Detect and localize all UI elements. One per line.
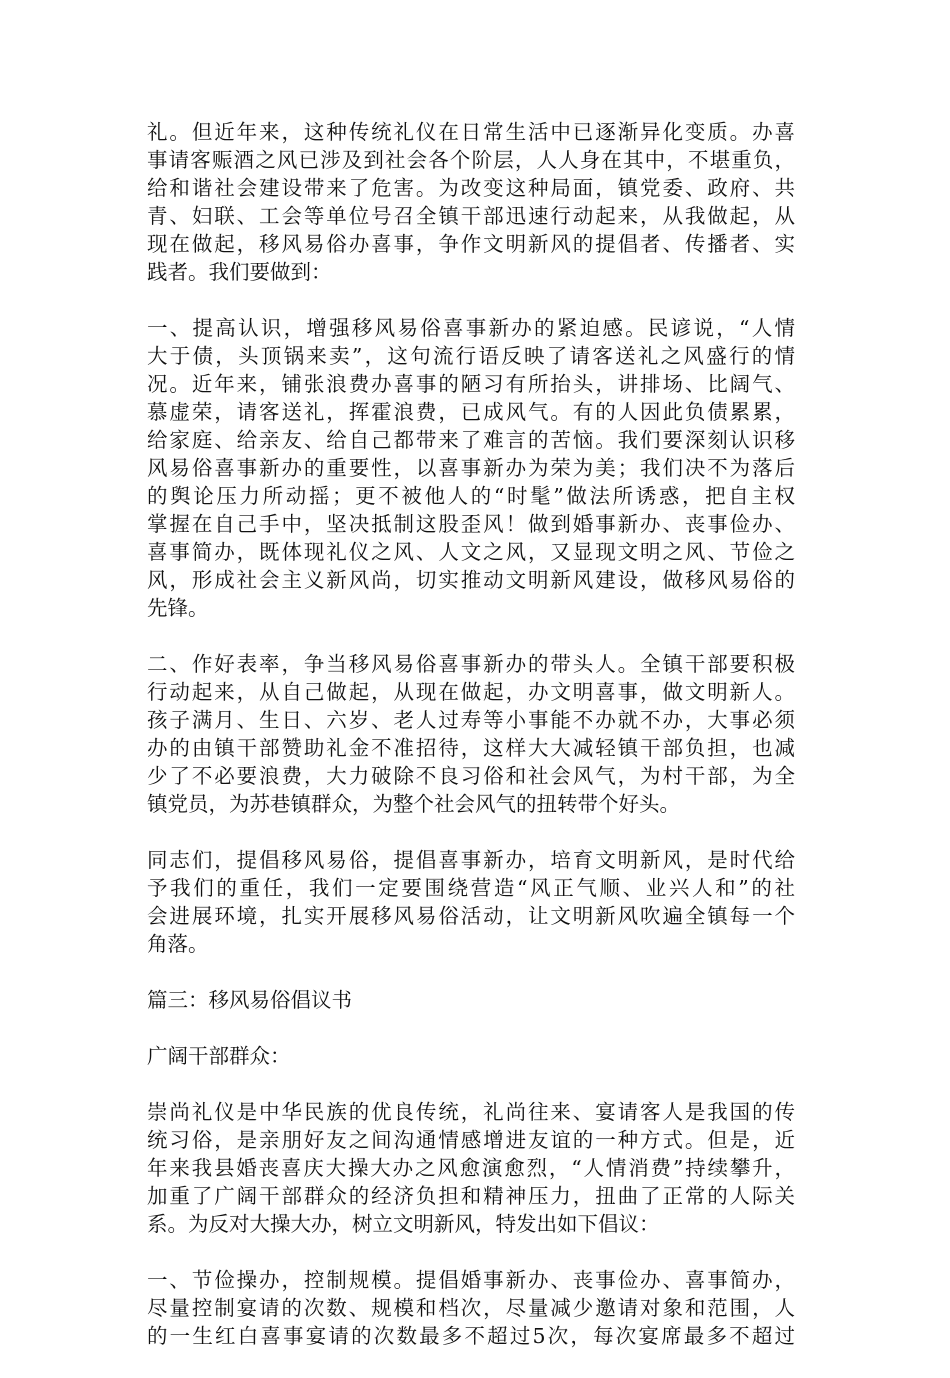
text-line: 会进展环境，扎实开展移风易俗活动，让文明新风吹遍全镇每一个 [147,904,795,928]
text-line: 统习俗，是亲朋好友之间沟通情感增进友谊的一种方式。但是，近 [147,1128,795,1152]
text-line: 篇三：移风易俗倡议书 [147,988,352,1012]
text-line: 一、节俭操办，控制规模。提倡婚事新办、丧事俭办、喜事简办， [147,1268,795,1292]
text-line: 况。近年来，铺张浪费办喜事的陋习有所抬头，讲排场、比阔气、 [147,372,795,396]
text-line: 行动起来，从自己做起，从现在做起，办文明喜事，做文明新人。 [147,680,795,704]
paragraph [147,650,795,818]
paragraph [147,846,795,958]
text-line: 的一生红白喜事宴请的次数最多不超过5次，每次宴席最多不超过 [147,1324,795,1348]
text-line: 予我们的重任，我们一定要围绕营造“风正气顺、业兴人和”的社 [147,876,795,900]
text-line: 角落。 [147,932,209,956]
paragraph [147,314,795,622]
text-line: 孩子满月、生日、六岁、老人过寿等小事能不办就不办，大事必须 [147,708,795,732]
paragraph [147,1098,795,1238]
text-line: 掌握在自己手中，坚决抵制这股歪风！做到婚事新办、丧事俭办、 [147,512,795,536]
text-line: 青、妇联、工会等单位号召全镇干部迅速行动起来，从我做起，从 [147,204,795,228]
text-line: 一、提高认识，增强移风易俗喜事新办的紧迫感。民谚说，“人情 [147,316,795,340]
text-line: 风，形成社会主义新风尚，切实推动文明新风建设，做移风易俗的 [147,568,795,592]
text-line: 喜事简办，既体现礼仪之风、人文之风，又显现文明之风、节俭之 [147,540,795,564]
text-line: 广阔干部群众： [147,1044,291,1068]
paragraph [147,1266,795,1350]
text-line: 给和谐社会建设带来了危害。为改变这种局面，镇党委、政府、共 [147,176,795,200]
text-line: 二、作好表率，争当移风易俗喜事新办的带头人。全镇干部要积极 [147,652,795,676]
text-line: 尽量控制宴请的次数、规模和档次，尽量减少邀请对象和范围，人 [147,1296,795,1320]
paragraph [147,986,795,1014]
text-line: 系。为反对大操大办，树立文明新风，特发出如下倡议： [147,1212,660,1236]
text-line: 给家庭、给亲友、给自己都带来了难言的苦恼。我们要深刻认识移 [147,428,795,452]
text-line: 大于债，头顶锅来卖”，这句流行语反映了请客送礼之风盛行的情 [147,344,795,368]
text-line: 风易俗喜事新办的重要性，以喜事新办为荣为美；我们决不为落后 [147,456,795,480]
text-line: 少了不必要浪费，大力破除不良习俗和社会风气，为村干部，为全 [147,764,795,788]
document-page [147,118,795,1378]
text-line: 慕虚荣，请客送礼，挥霍浪费，已成风气。有的人因此负债累累， [147,400,795,424]
text-line: 办的由镇干部赞助礼金不准招待，这样大大减轻镇干部负担，也减 [147,736,795,760]
text-line: 同志们，提倡移风易俗，提倡喜事新办，培育文明新风，是时代给 [147,848,795,872]
text-line: 先锋。 [147,596,209,620]
text-line: 事请客赈酒之风已涉及到社会各个阶层，人人身在其中，不堪重负， [147,148,795,172]
text-line: 现在做起，移风易俗办喜事，争作文明新风的提倡者、传播者、实 [147,232,795,256]
text-line: 礼。但近年来，这种传统礼仪在日常生活中已逐渐异化变质。办喜 [147,120,795,144]
paragraph [147,118,795,286]
text-line: 的舆论压力所动摇；更不被他人的“时髦”做法所诱惑，把自主权 [147,484,795,508]
text-line: 加重了广阔干部群众的经济负担和精神压力，扭曲了正常的人际关 [147,1184,795,1208]
text-line: 崇尚礼仪是中华民族的优良传统，礼尚往来、宴请客人是我国的传 [147,1100,795,1124]
text-line: 践者。我们要做到： [147,260,332,284]
text-line: 镇党员，为苏巷镇群众，为整个社会风气的扭转带个好头。 [147,792,680,816]
paragraph [147,1042,795,1070]
text-line: 年来我县婚丧喜庆大操大办之风愈演愈烈，“人情消费”持续攀升， [147,1156,795,1180]
